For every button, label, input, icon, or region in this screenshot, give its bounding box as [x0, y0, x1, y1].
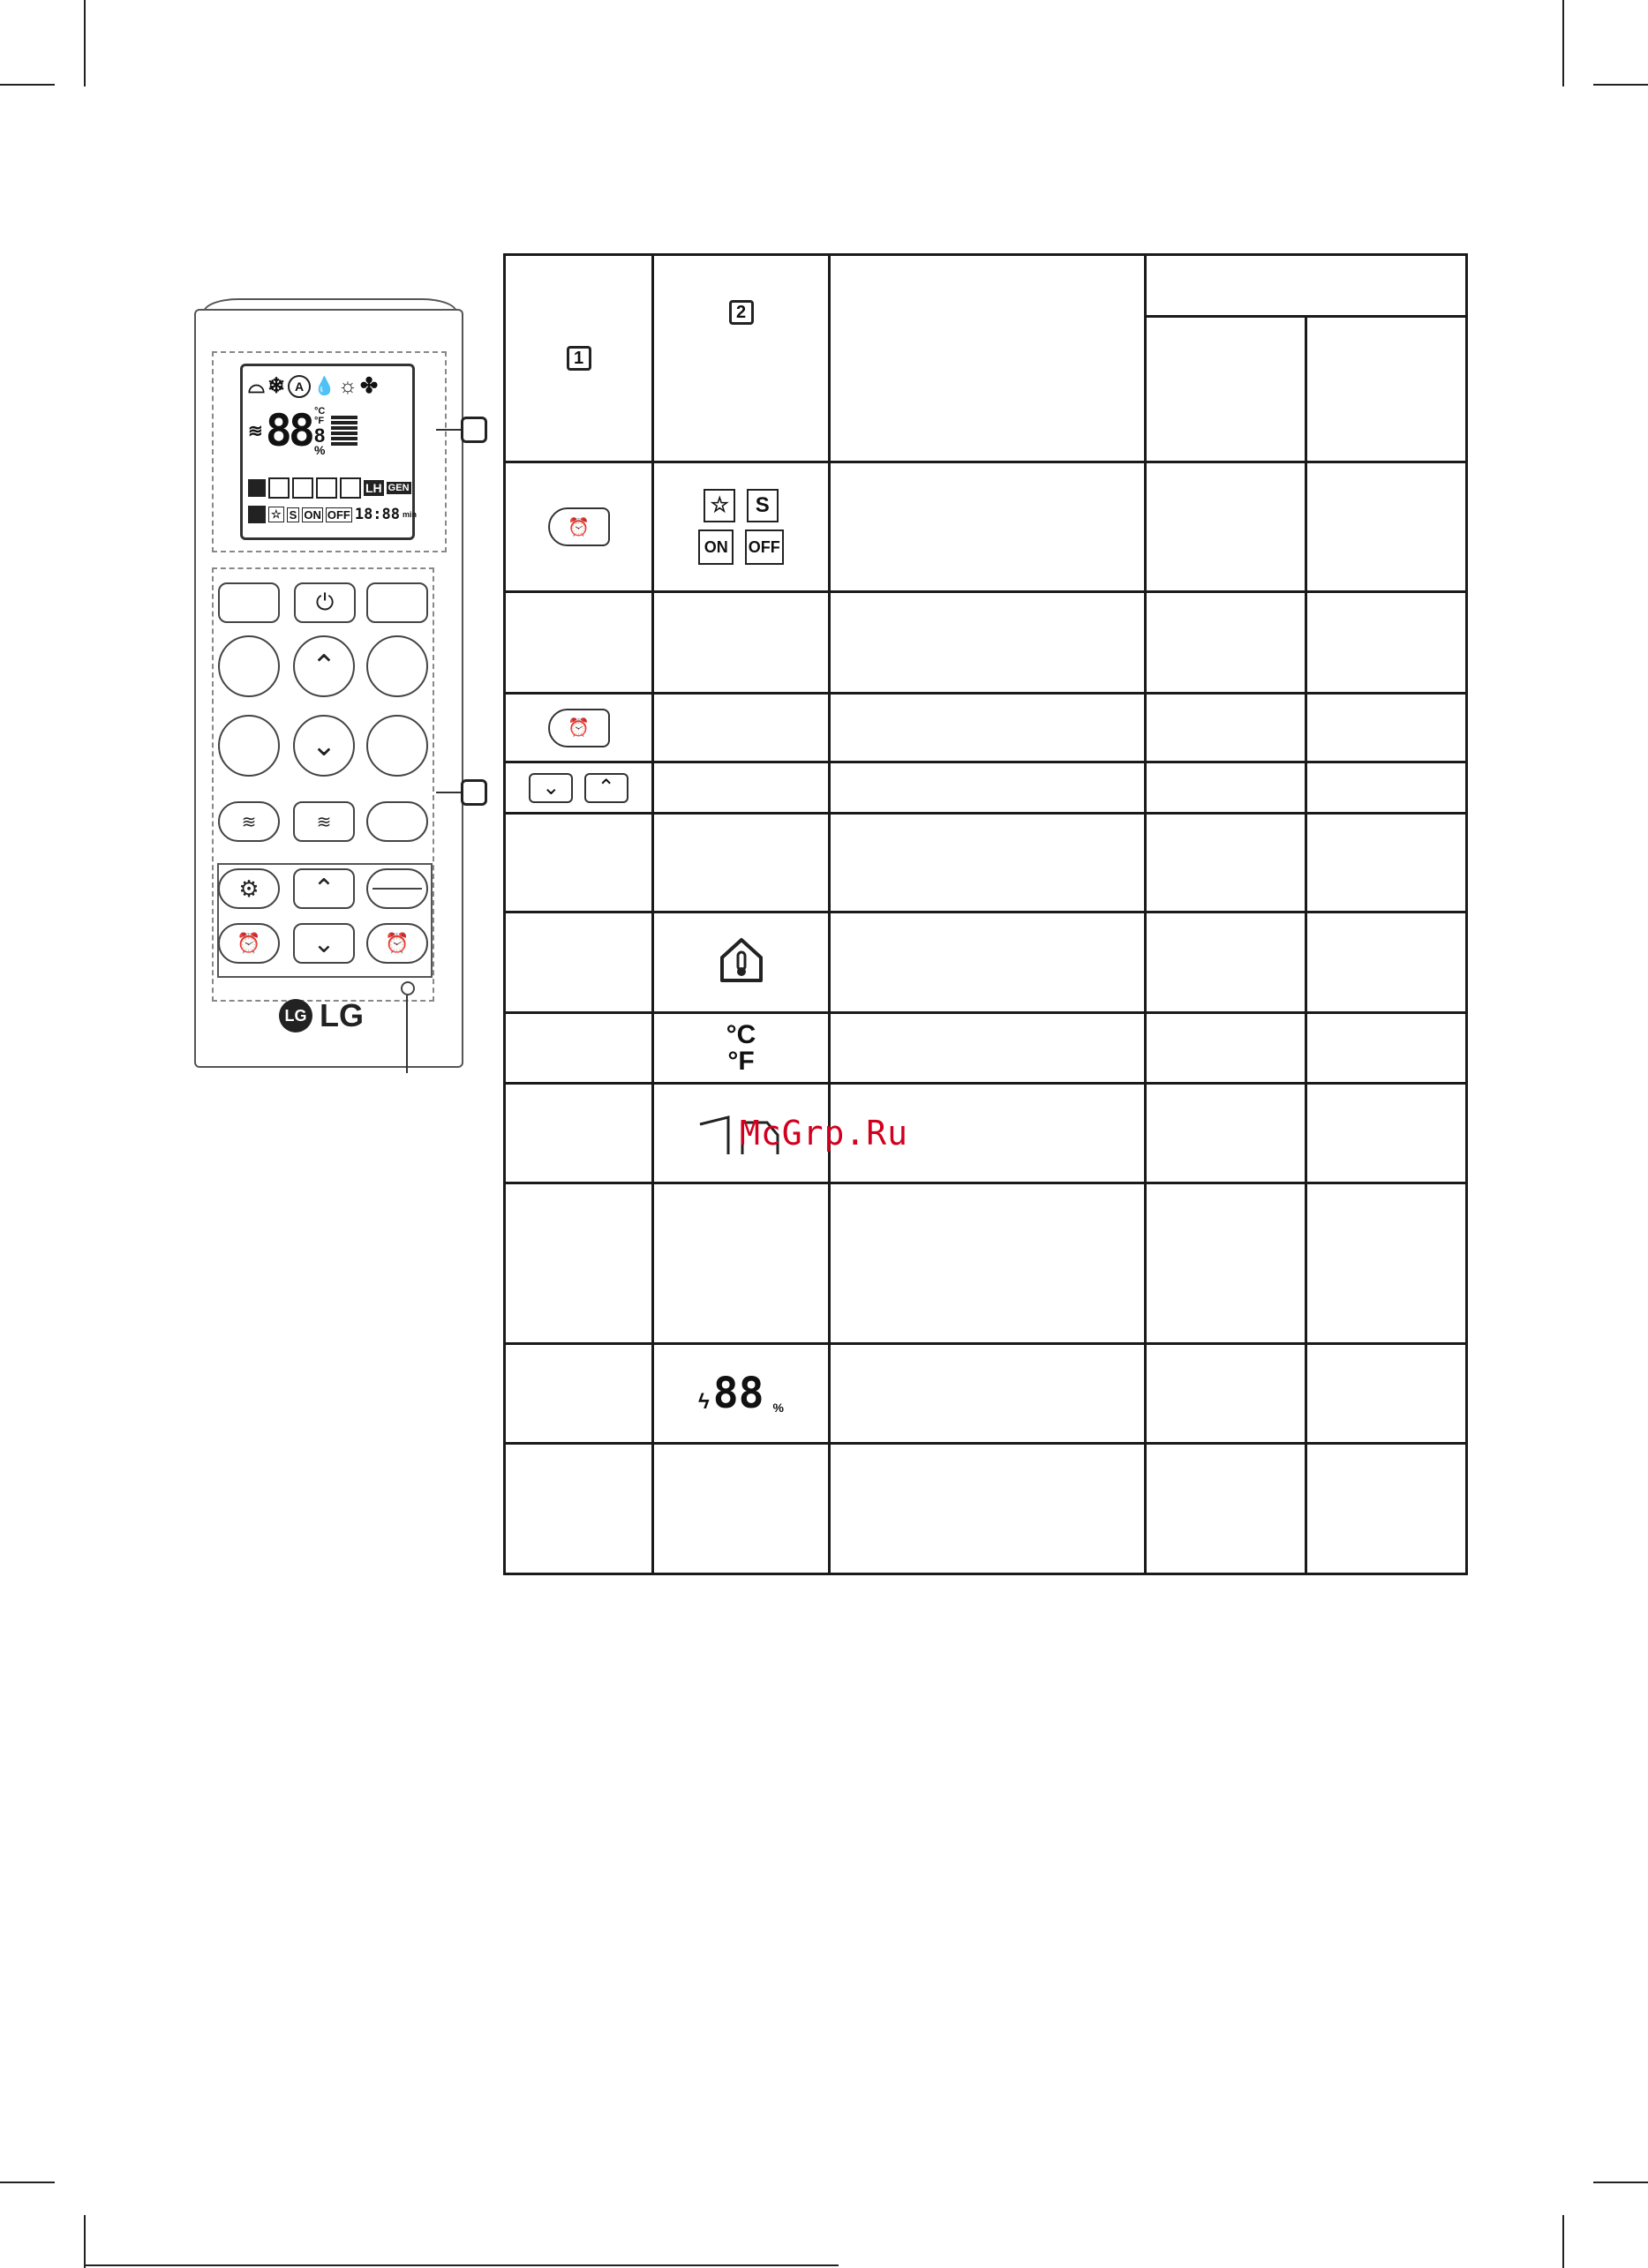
table-cell [830, 1344, 1146, 1444]
crop-mark [84, 2215, 86, 2268]
alarm-clock-icon: ⏰ [568, 517, 590, 537]
wind-icon: ⌓ [248, 373, 265, 398]
temperature-up-button[interactable] [293, 635, 355, 697]
alarm-clock-icon: ⏰ [385, 932, 410, 954]
remote-line-button[interactable] [366, 868, 428, 909]
table-cell [505, 814, 653, 912]
header-cell-1 [505, 255, 653, 462]
up-key-icon [584, 773, 628, 803]
power-button[interactable] [294, 582, 356, 623]
table-cell [830, 912, 1146, 1013]
timer-icon [248, 506, 266, 523]
table-cell [505, 694, 653, 762]
table-cell [1146, 1084, 1306, 1183]
table-cell [1306, 912, 1467, 1013]
table-cell [505, 762, 653, 814]
lcd-timer-unit: min [403, 510, 418, 519]
remote-left-circle-button[interactable] [218, 635, 280, 697]
table-cell [505, 1013, 653, 1084]
table-cell [653, 762, 830, 814]
humidity-display [698, 1369, 784, 1418]
table-cell [830, 1444, 1146, 1574]
plasma-icon [248, 479, 266, 497]
table-cell [1306, 1444, 1467, 1574]
gear-icon: ⚙ [238, 875, 260, 902]
table-cell [505, 1344, 653, 1444]
function-down-button[interactable] [293, 923, 355, 964]
table-cell [1146, 1344, 1306, 1444]
table-cell [505, 1444, 653, 1574]
table-row [505, 1344, 1467, 1444]
remote-blank-button[interactable] [366, 801, 428, 842]
crop-mark [0, 2182, 55, 2183]
lcd-unit-stack [314, 407, 325, 455]
watermark: McGrp.Ru [740, 1114, 909, 1153]
table-cell [1146, 1013, 1306, 1084]
table-cell [830, 592, 1146, 694]
table-row [505, 814, 1467, 912]
temp-unit-stack [726, 1019, 756, 1076]
table-row [505, 1013, 1467, 1084]
fahrenheit-symbol: °F [727, 1046, 755, 1076]
table-cell [830, 814, 1146, 912]
table-cell [830, 1183, 1146, 1344]
table-cell [653, 1344, 830, 1444]
alarm-clock-icon: ⏰ [568, 718, 590, 738]
celsius-symbol: °C [726, 1019, 756, 1049]
timer-symbol-row-1 [654, 485, 828, 527]
house-thermometer-icon [719, 936, 764, 984]
temperature-down-button[interactable] [293, 715, 355, 777]
remote-right-circle-button[interactable] [366, 635, 428, 697]
table-cell [1306, 1084, 1467, 1183]
table-header-row [505, 255, 1467, 317]
fan-icon: ✤ [360, 374, 379, 398]
up-arrow-icon: ⌃ [311, 650, 337, 683]
indicator-led [401, 981, 415, 995]
on-symbol: ON [698, 529, 734, 565]
drop-icon: 💧 [313, 377, 335, 396]
table-cell [830, 1013, 1146, 1084]
lg-logo-mark: LG [279, 999, 312, 1033]
table-row [505, 1084, 1467, 1183]
table-cell [1306, 814, 1467, 912]
lcd-mode-icons [248, 373, 378, 399]
timer-symbol-row-2 [654, 526, 828, 568]
swing-horizontal-icon: ≋ [316, 812, 332, 832]
fahrenheit-unit: °F [313, 415, 325, 426]
lcd-small-digit: 8 [313, 424, 326, 447]
table-row [505, 694, 1467, 762]
remote-left-circle-button-2[interactable] [218, 715, 280, 777]
table-cell [1146, 814, 1306, 912]
table-cell [830, 762, 1146, 814]
on-badge: ON [304, 507, 321, 522]
table-cell [1306, 1344, 1467, 1444]
table-cell [830, 694, 1146, 762]
crop-mark [1593, 84, 1648, 86]
buttons-callout-line [436, 792, 461, 793]
alarm-clock-icon: ⏰ [237, 932, 261, 954]
display-callout-line [436, 429, 461, 431]
settings-button[interactable] [218, 868, 280, 909]
sleep-s-badge: S [287, 507, 300, 522]
table-cell [505, 592, 653, 694]
percent-unit: % [313, 442, 326, 457]
table-cell [1146, 694, 1306, 762]
snowflake-icon: ❄ [267, 374, 286, 398]
lcd-timer: 18:88 [354, 506, 401, 523]
function-table [503, 253, 1468, 1575]
swing-vertical-icon: ≋ [241, 812, 257, 832]
function-up-button[interactable] [293, 868, 355, 909]
auto-mode-icon: A [288, 375, 311, 398]
table-cell [505, 1084, 653, 1183]
table-cell [653, 462, 830, 592]
table-cell [1306, 1183, 1467, 1344]
lg-logo [279, 997, 364, 1034]
table-cell [1146, 1444, 1306, 1574]
up-arrow-icon: ⌃ [597, 776, 615, 800]
led-leader-line [406, 995, 408, 1073]
table-cell [1146, 912, 1306, 1013]
crop-mark [0, 84, 55, 86]
table-cell [653, 1183, 830, 1344]
header-number-2: 2 [729, 300, 754, 325]
crop-mark [1562, 0, 1564, 86]
table-cell [1146, 592, 1306, 694]
table-cell [653, 592, 830, 694]
table-cell [505, 462, 653, 592]
star-icon: ☆ [268, 507, 284, 522]
s-symbol: S [747, 489, 779, 522]
light-icon [340, 477, 361, 499]
remote-lcd-display [240, 364, 418, 540]
table-cell [1306, 1013, 1467, 1084]
power-icon: ⏻ [315, 589, 335, 615]
table-cell [830, 462, 1146, 592]
star-symbol: ☆ [704, 489, 735, 522]
swing-horizontal-button[interactable] [293, 801, 355, 842]
lcd-function-row [248, 477, 411, 499]
remote-top-left-button[interactable] [218, 582, 280, 623]
table-row [505, 1183, 1467, 1344]
remote-right-circle-button-2[interactable] [366, 715, 428, 777]
table-cell [653, 1444, 830, 1574]
sleep-icon [316, 477, 337, 499]
swing-icon: ≋ [248, 421, 263, 441]
table-cell [653, 694, 830, 762]
down-arrow-icon: ⌄ [311, 729, 337, 762]
table-row [505, 462, 1467, 592]
table-cell [1146, 462, 1306, 592]
celsius-unit: °C [313, 405, 326, 417]
down-arrow-icon: ⌄ [312, 928, 335, 958]
down-key-icon [529, 773, 573, 803]
crop-mark [84, 0, 86, 86]
table-row [505, 1444, 1467, 1574]
header-cell-group [1146, 255, 1467, 317]
subheader-cell-a [1146, 317, 1306, 462]
down-arrow-icon: ⌄ [542, 776, 561, 800]
table-cell [653, 912, 830, 1013]
table-cell [653, 814, 830, 912]
lcd-timer-row [248, 506, 417, 523]
table-row [505, 592, 1467, 694]
gen-badge: GEN [388, 483, 410, 493]
off-badge: OFF [327, 507, 350, 522]
header-number-1: 1 [567, 346, 591, 371]
table-cell [505, 912, 653, 1013]
table-cell [505, 1183, 653, 1344]
line-icon [372, 888, 422, 890]
swing-vertical-button[interactable] [218, 801, 280, 842]
clean-icon [292, 477, 313, 499]
timer-button-icon [548, 709, 610, 747]
jet-icon [268, 477, 290, 499]
up-arrow-icon: ⌃ [312, 874, 335, 904]
table-cell [653, 1013, 830, 1084]
humidity-digits: 88 [712, 1369, 764, 1418]
timer-off-button[interactable] [366, 923, 428, 964]
bottom-rule [84, 2264, 839, 2266]
table-row [505, 912, 1467, 1013]
lcd-temperature: 88 [265, 405, 312, 456]
timer-on-button[interactable] [218, 923, 280, 964]
off-symbol: OFF [745, 529, 784, 565]
humidity-percent: % [772, 1401, 784, 1415]
crop-mark [1562, 2215, 1564, 2268]
header-cell-2 [653, 255, 830, 462]
header-cell-3 [830, 255, 1146, 462]
sun-icon: ☼ [338, 373, 357, 398]
remote-top-right-button[interactable] [366, 582, 428, 623]
lh-badge: LH [365, 481, 382, 495]
fan-speed-bars-icon [331, 416, 357, 446]
display-callout-box [461, 417, 487, 443]
subheader-cell-b [1306, 317, 1467, 462]
lg-logo-text: LG [320, 997, 364, 1033]
table-row [505, 762, 1467, 814]
table-cell [1306, 462, 1467, 592]
table-cell [1306, 592, 1467, 694]
lcd-temperature-row [248, 405, 357, 456]
table-cell [1306, 762, 1467, 814]
table-cell [1306, 694, 1467, 762]
table-cell [1146, 1183, 1306, 1344]
crop-mark [1593, 2182, 1648, 2183]
table-cell [1146, 762, 1306, 814]
timer-button-icon [548, 507, 610, 546]
power-bolt-icon: ϟ [698, 1390, 710, 1414]
buttons-callout-box [461, 779, 487, 806]
